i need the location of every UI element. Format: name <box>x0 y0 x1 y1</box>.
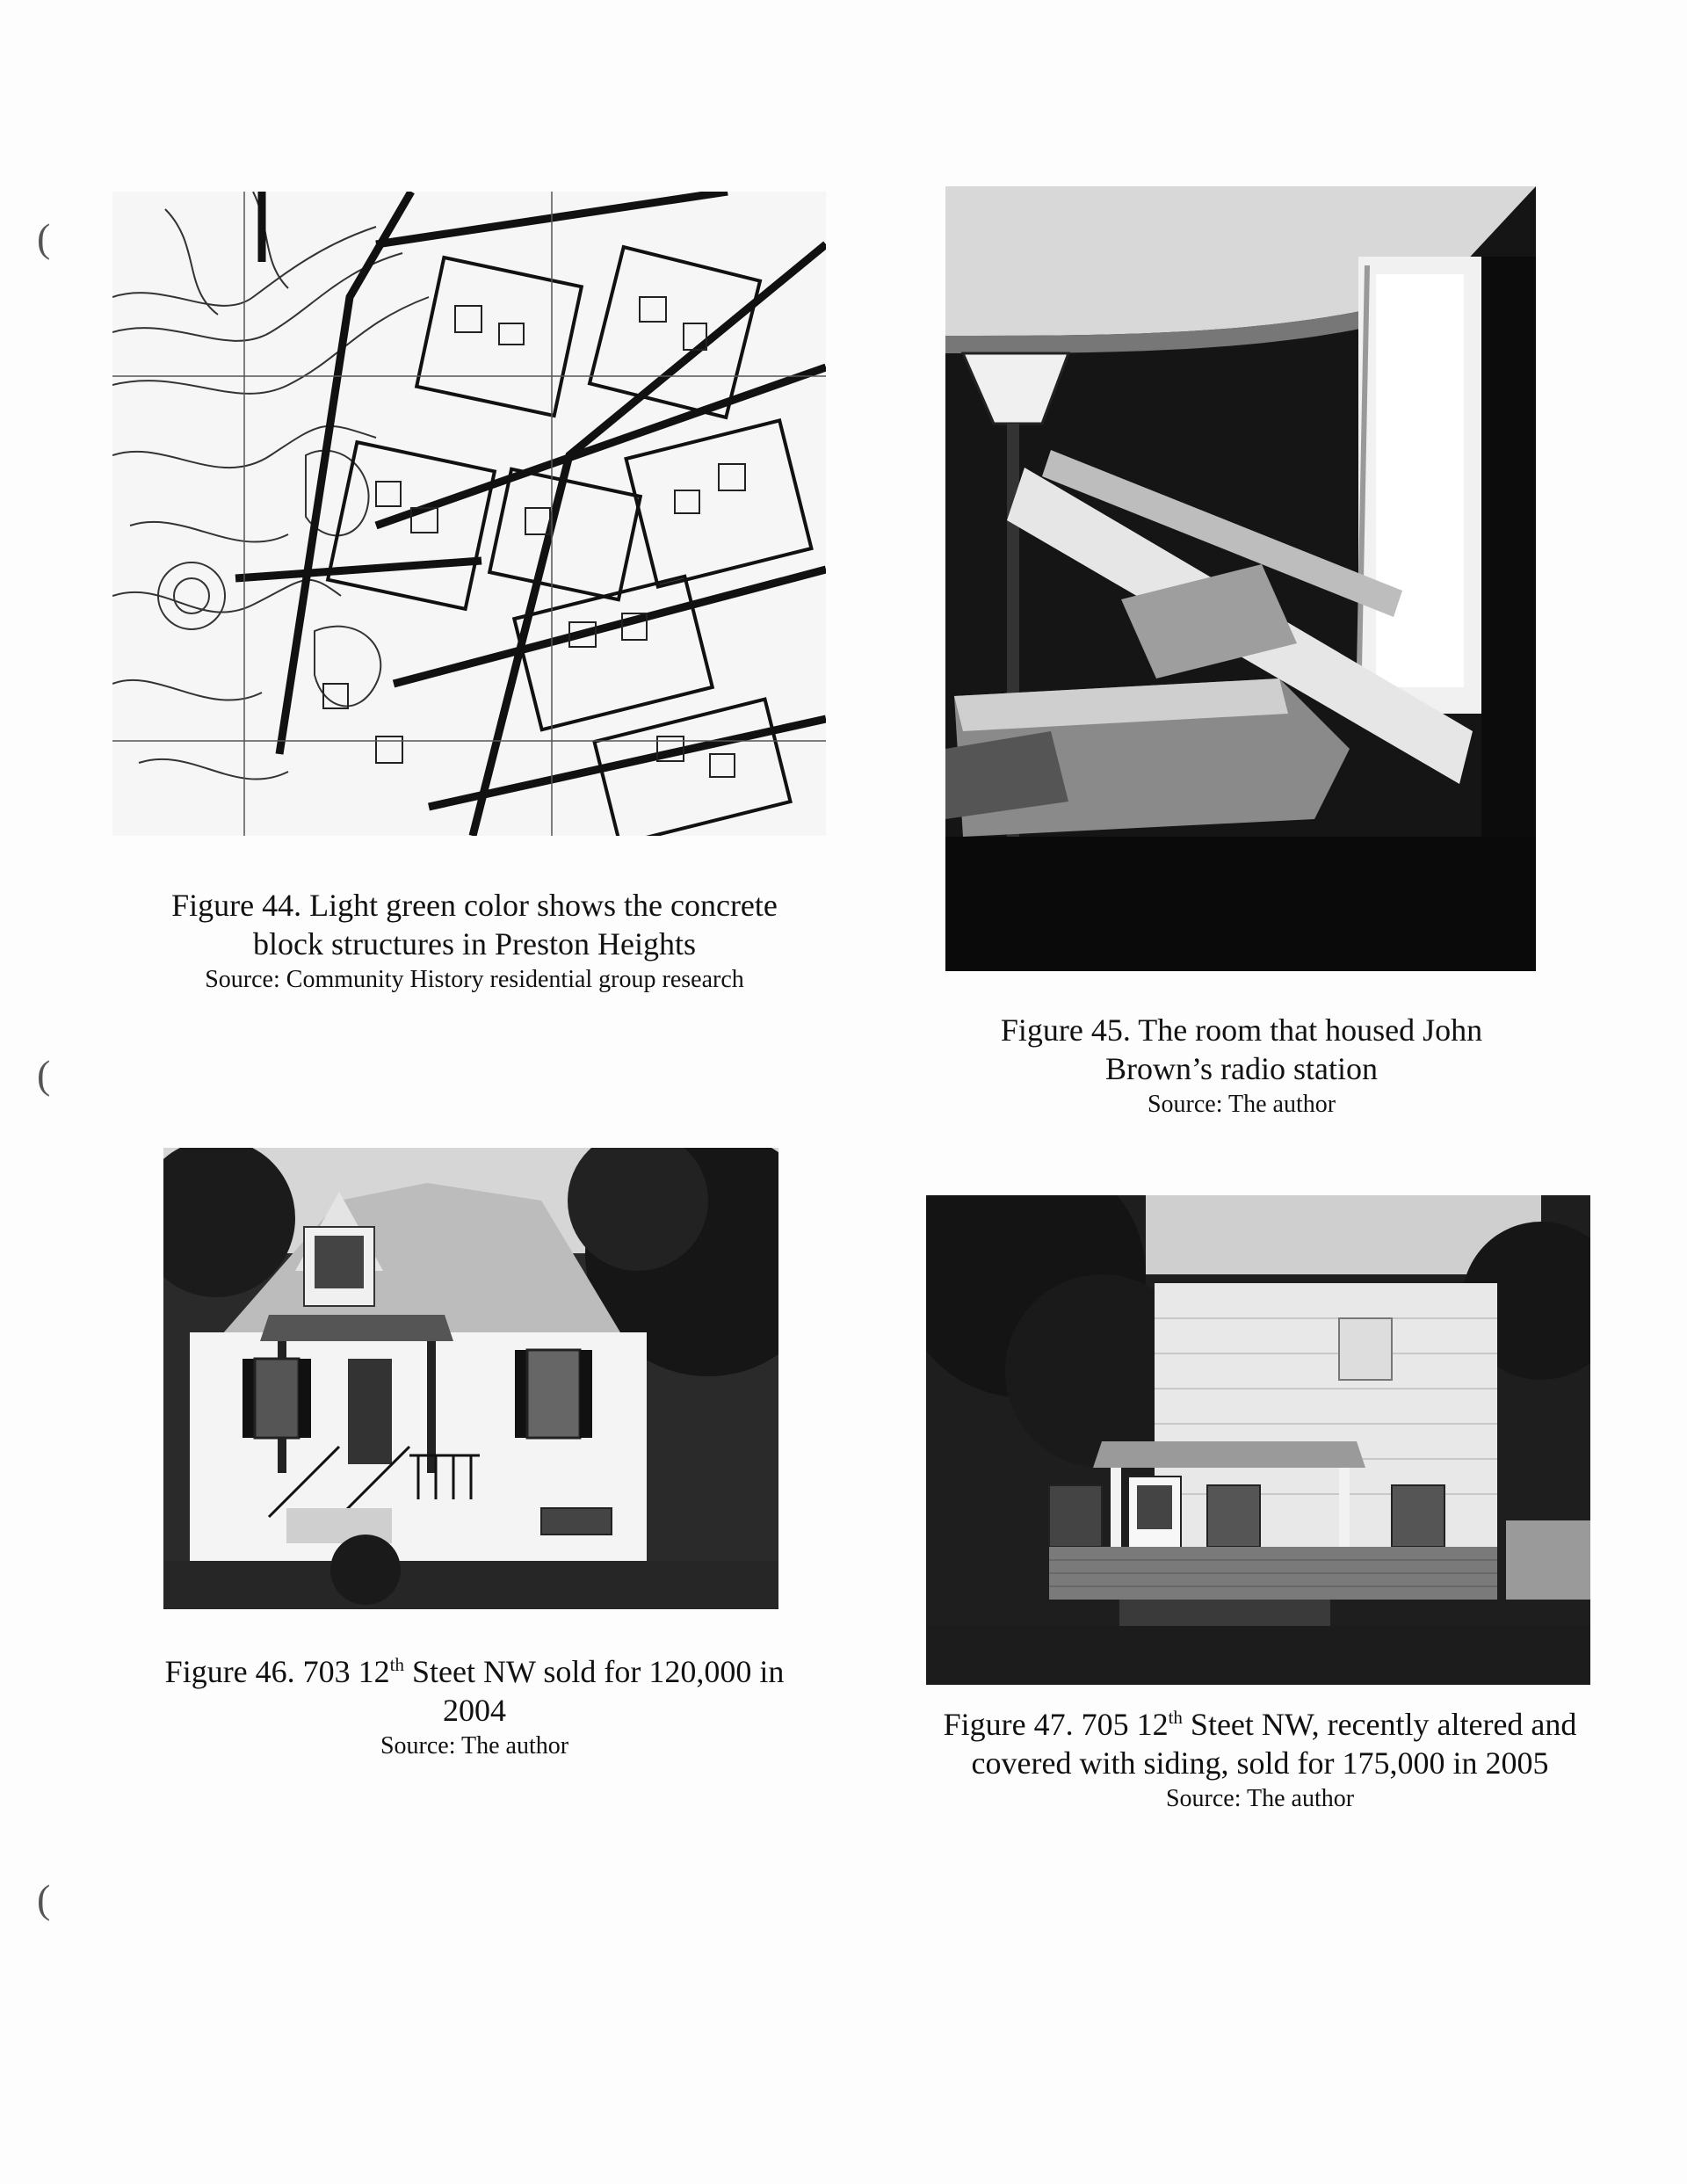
figure-44-title: Figure 44. Light green color shows the concrete block structures in Preston Heights <box>171 888 778 961</box>
figure-47-source: Source: The author <box>1165 1785 1355 1812</box>
figure-45-title: Figure 45. The room that housed John Brown’s radio station <box>1000 1012 1483 1086</box>
figure-47-house-image <box>926 1195 1590 1685</box>
figure-44-caption <box>141 886 808 997</box>
figure-45-room-image <box>945 186 1536 971</box>
figure-45-source: Source: The author <box>1147 1091 1336 1118</box>
map-image <box>112 192 826 836</box>
house-photo <box>926 1195 1590 1685</box>
figure-47-title: Figure 47. 705 12th Steet NW, recently altered and covered with siding, sold for 175,000 in 2005 <box>943 1707 1577 1781</box>
figure-44-map-image <box>112 192 826 836</box>
room-photo <box>945 186 1536 971</box>
figure-46-source: Source: The author <box>380 1732 569 1760</box>
figure-47-caption <box>930 1705 1590 1816</box>
binder-mark: ( <box>37 215 51 260</box>
figure-46-house-image <box>163 1148 778 1609</box>
figure-45-caption <box>949 1011 1534 1121</box>
figure-46-title: Figure 46. 703 12th Steet NW sold for 120,000 in 2004 <box>164 1654 785 1728</box>
house-photo <box>163 1148 778 1609</box>
binder-mark: ( <box>37 1052 51 1097</box>
figure-44-source: Source: Community History residential group research <box>205 966 744 993</box>
binder-mark: ( <box>37 1876 51 1921</box>
figure-46-caption <box>141 1652 808 1763</box>
